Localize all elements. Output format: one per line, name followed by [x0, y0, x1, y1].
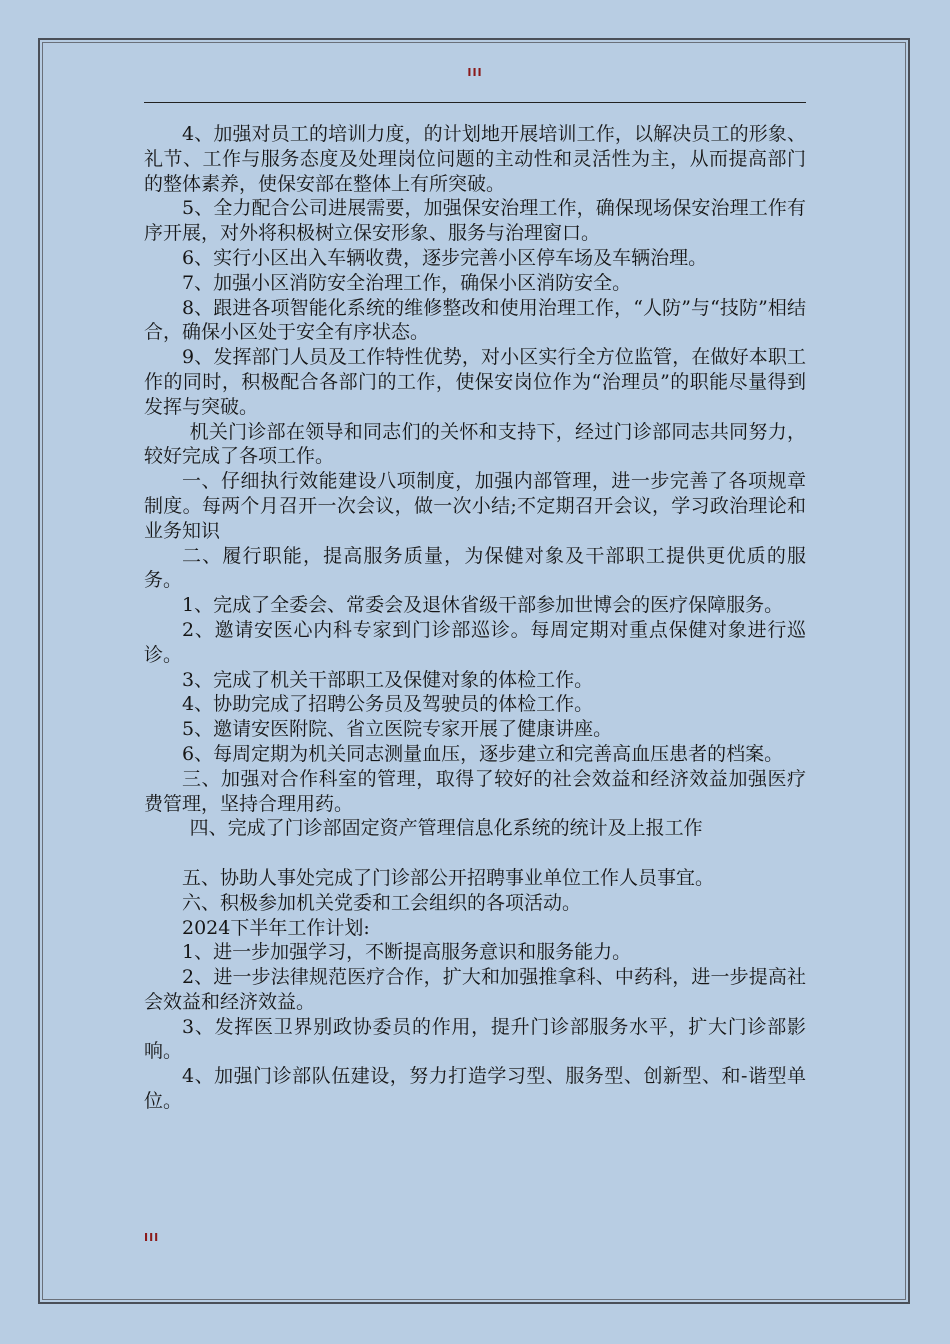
paragraph: 2、邀请安医心内科专家到门诊部巡诊。每周定期对重点保健对象进行巡诊。 [144, 618, 806, 666]
paragraph: 1、进一步加强学习，不断提高服务意识和服务能力。 [182, 941, 632, 964]
paragraph: 机关门诊部在领导和同志们的关怀和支持下，经过门诊部同志共同努力，较好完成了各项工作。 [144, 420, 806, 468]
paragraph: 四、完成了门诊部固定资产管理信息化系统的统计及上报工作 [189, 817, 703, 840]
paragraph: 三、加强对合作科室的管理，取得了较好的社会效益和经济效益加强医疗费管理，坚持合理用药。 [144, 767, 806, 815]
paragraph: 2、进一步法律规范医疗合作，扩大和加强推拿科、中药科，进一步提高社会效益和经济效益。 [144, 966, 806, 1013]
paragraph: 5、全力配合公司进展需要，加强保安治理工作，确保现场保安治理工作有序开展，对外将积极树立保安形象、服务与治理窗口。 [144, 197, 806, 245]
paragraph: 二、履行职能，提高服务质量，为保健对象及干部职工提供更优质的服务。 [144, 544, 806, 592]
paragraph: 一、仔细执行效能建设八项制度，加强内部管理，进一步完善了各项规章制度。每两个月召开一次会议，做一次小结;不定期召开会议，学习政治理论和业务知识 [144, 470, 806, 542]
paragraph: 6、每周定期为机关同志测量血压，逐步建立和完善高血压患者的档案。 [182, 742, 784, 765]
document-body [144, 122, 806, 1114]
paragraph: 4、加强门诊部队伍建设，努力打造学习型、服务型、创新型、和-谐型单位。 [144, 1065, 806, 1113]
paragraph: 六、积极参加机关党委和工会组织的各项活动。 [182, 891, 582, 914]
paragraph: 3、完成了机关干部职工及保健对象的体检工作。 [182, 668, 594, 691]
paragraph: 8、跟进各项智能化系统的维修整改和使用治理工作，“人防”与“技防”相结合，确保小区处于安全有序状态。 [144, 296, 806, 344]
paragraph: 1、完成了全委会、常委会及退休省级干部参加世博会的医疗保障服务。 [182, 594, 784, 617]
paragraph: 4、协助完成了招聘公务员及驾驶员的体检工作。 [182, 693, 594, 716]
paragraph: 5、邀请安医附院、省立医院专家开展了健康讲座。 [182, 718, 613, 741]
paragraph: 4、加强对员工的培训力度，的计划地开展培训工作，以解决员工的形象、礼节、工作与服务态度及处理岗位问题的主动性和灵活性为主，从而提高部门的整体素养，使保安部在整体上有所突破。 [144, 123, 806, 195]
paragraph: 9、发挥部门人员及工作特性优势，对小区实行全方位监管，在做好本职工作的同时，积极配合各部门的工作，使保安岗位作为“治理员”的职能尽量得到发挥与突破。 [144, 346, 806, 418]
footer-mark: III [144, 1231, 160, 1244]
paragraph: 6、实行小区出入车辆收费，逐步完善小区停车场及车辆治理。 [182, 246, 708, 269]
paragraph: 7、加强小区消防安全治理工作，确保小区消防安全。 [182, 271, 632, 294]
blank-line [144, 841, 806, 866]
paragraph: 五、协助人事处完成了门诊部公开招聘事业单位工作人员事宜。 [182, 866, 715, 889]
header-mark: III [467, 66, 483, 79]
header-rule [144, 102, 806, 103]
paragraph: 3、发挥医卫界别政协委员的作用，提升门诊部服务水平，扩大门诊部影响。 [144, 1015, 806, 1063]
paragraph: 2024下半年工作计划: [182, 916, 370, 939]
